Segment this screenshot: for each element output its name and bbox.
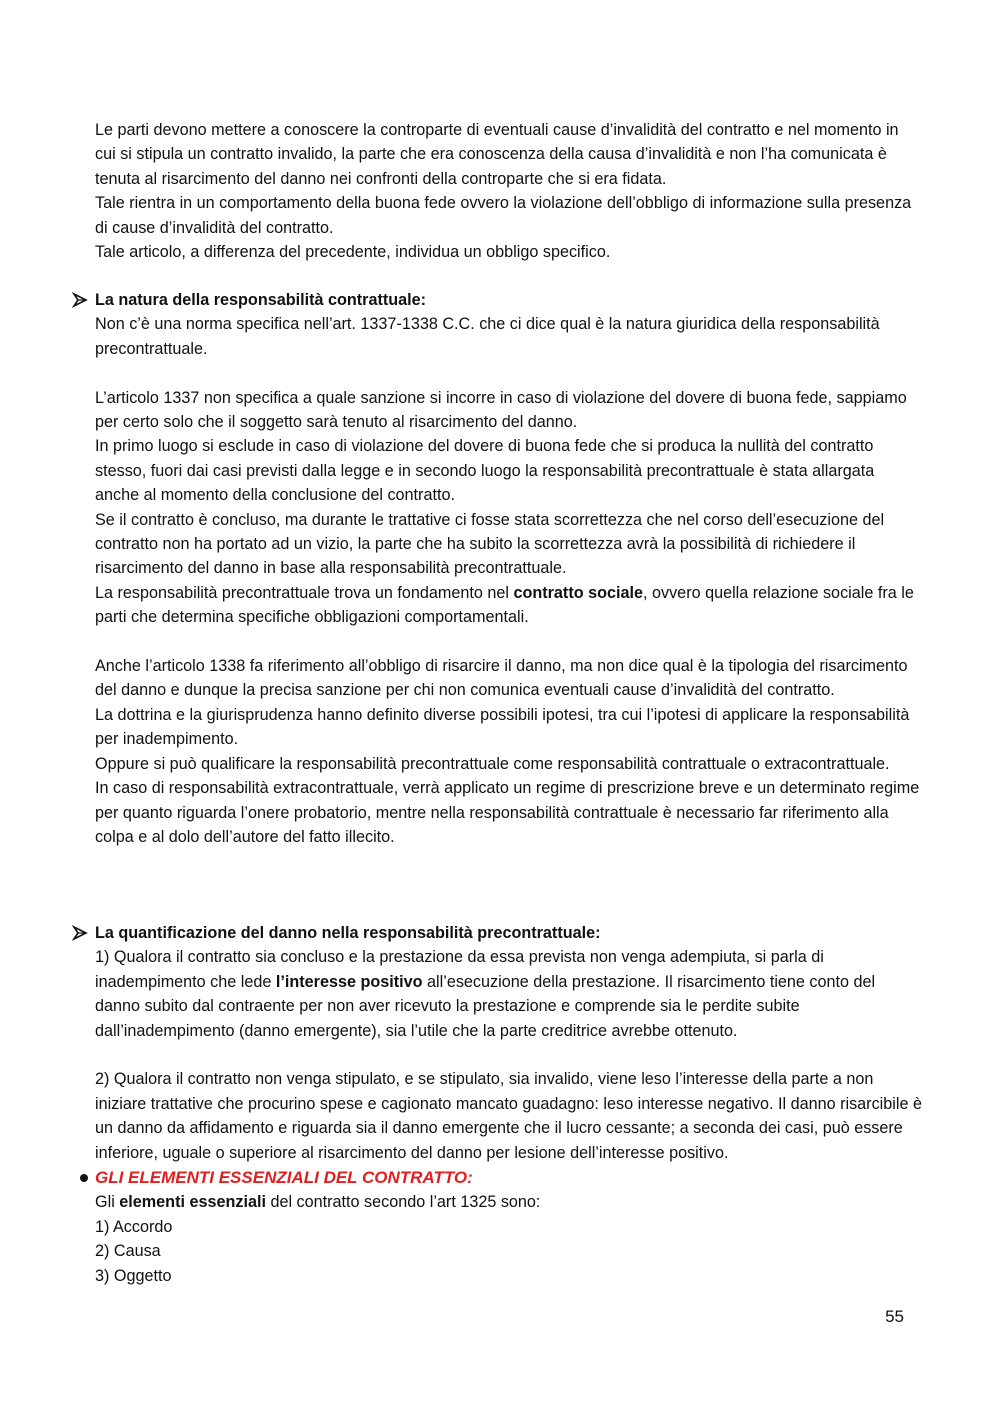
elementi-essenziali-term: elementi essenziali [119,1193,266,1212]
natura-paragraph-7: La dottrina e la giurisprudenza hanno definito diverse possibili ipotesi, tra cui l’ipotesi di applicare la responsabilità per inadempimento. [95,705,910,749]
section-quantificazione-heading: La quantificazione del danno nella responsabilità precontrattuale: [95,924,601,942]
natura-paragraph-5 [95,581,922,630]
natura-paragraph-2: L’articolo 1337 non specifica a quale sanzione si incorre in caso di violazione del dovere di buona fede, sappiamo per certo solo che il soggetto sarà tenuto al risarcimento del danno. [95,388,907,432]
elementi-intro [95,1190,920,1214]
list-item: 2) Causa [95,1242,161,1261]
natura-paragraph-6: Anche l’articolo 1338 fa riferimento all’obbligo di risarcire il danno, ma non dice qual è la tipologia del risarcimento del danno e dunque la precisa sanzione per chi non comunica eventuali cause d’invalidità del contratto. [95,657,908,700]
quantificazione-paragraph-2: 2) Qualora il contratto non venga stipulato, e se stipulato, sia invalido, viene leso l’interesse della parte a non iniziare trattative che procurino spese e cagionato mancato guadagno: leso interesse negativo. Il danno risarcibile è un danno da affidamento e riguarda sia il danno emergente che il lucro cessante; a seconda dei casi, può essere inferiore, uguale o superiore al risarcimento del danno per lesione dell’interesse positivo. [95,1070,922,1162]
arrow-bullet-icon [72,921,90,945]
section-quantificazione [72,921,922,1165]
elementi-intro-end: del contratto secondo l’art 1325 sono: [265,1193,541,1212]
natura-paragraph-3: In primo luogo si esclude in caso di violazione del dovere di buona fede che si produca la nullità del contratto stesso, fuori dai casi previsti dalla legge e in secondo luogo la responsabilità precontrattuale è stata allargata anche al momento della conclusione del contratto. [95,437,875,505]
elementi-intro-start: Gli [95,1193,120,1212]
section-natura-content [95,312,922,849]
intro-block [95,118,915,264]
section-elementi-essenziali [80,1166,920,1288]
quantificazione-paragraph-1-end: all’esecuzione della prestazione. Il risarcimento tiene conto del danno subito dal contraente per non aver ricevuto la prestazione e comprende sia le perdite subite dall’inadempimento (danno emergente), sia l’utile che la parte creditrice avrebbe ottenuto. [95,972,876,1040]
intro-paragraph-1: Le parti devono mettere a conoscere la controparte di eventuali cause d’invalidità del contratto e nel momento in cui si stipula un contratto invalido, la parte che era conoscenza della causa d’invalidità e non l’ha comunicata è tenuta al risarcimento del danno nei confronti della controparte che si era fidata. [95,121,899,188]
interesse-positivo-term: l’interesse positivo [275,972,423,991]
dot-bullet-icon [80,1174,88,1182]
section-quantificazione-content [95,945,922,1165]
intro-paragraph-3: Tale articolo, a differenza del precedente, individua un obbligo specifico. [95,243,611,262]
paragraph-gap [95,361,922,385]
natura-paragraph-4: Se il contratto è concluso, ma durante le trattative ci fosse stata scorrettezza che nel corso dell’esecuzione del contratto non ha portato ad un vizio, la parte che ha subito la scorrettezza avrà la possibilità di richiedere il risarcimento del danno in base alla responsabilità precontrattuale. [95,510,885,578]
natura-paragraph-8: Oppure si può qualificare la responsabilità precontrattuale come responsabilità contrattuale o extracontrattuale. [95,754,890,773]
quantificazione-paragraph-1-start: 1) Qualora il contratto sia concluso e la prestazione da essa prevista non venga adempiuta, si parla di inadempimento che lede [95,948,824,991]
natura-paragraph-5-start: La responsabilità precontrattuale trova un fondamento nel [95,583,514,602]
natura-paragraph-1: Non c’è una norma specifica nell’art. 1337-1338 C.C. che ci dice qual è la natura giuridica della responsabilità precontrattuale. [95,315,880,358]
paragraph-gap [95,630,922,654]
section-elementi-content [95,1190,920,1288]
paragraph-gap [95,1043,922,1067]
quantificazione-paragraph-1 [95,945,922,1043]
section-natura-heading: La natura della responsabilità contrattuale: [95,291,427,309]
natura-paragraph-9: In caso di responsabilità extracontrattuale, verrà applicato un regime di prescrizione breve e un determinato regime per quanto riguarda l’onere probatorio, mentre nella responsabilità contrattuale è necessario far riferimento alla colpa e al dolo dell’autore del fatto illecito. [95,779,920,846]
section-elementi-title: GLI ELEMENTI ESSENZIALI DEL CONTRATTO: [95,1168,473,1187]
list-item: 3) Oggetto [95,1266,172,1285]
list-item: 1) Accordo [95,1217,173,1236]
intro-paragraph-2: Tale rientra in un comportamento della buona fede ovvero la violazione dell’obbligo di informazione sulla presenza di cause d’invalidità del contratto. [95,194,912,237]
natura-paragraph-5-end: , ovvero quella relazione sociale fra le parti che determina specifiche obbligazioni comportamentali. [95,583,914,627]
page-number: 55 [885,1307,904,1326]
section-natura [72,288,922,849]
arrow-bullet-icon [72,288,90,312]
contratto-sociale-term: contratto sociale [513,583,643,602]
